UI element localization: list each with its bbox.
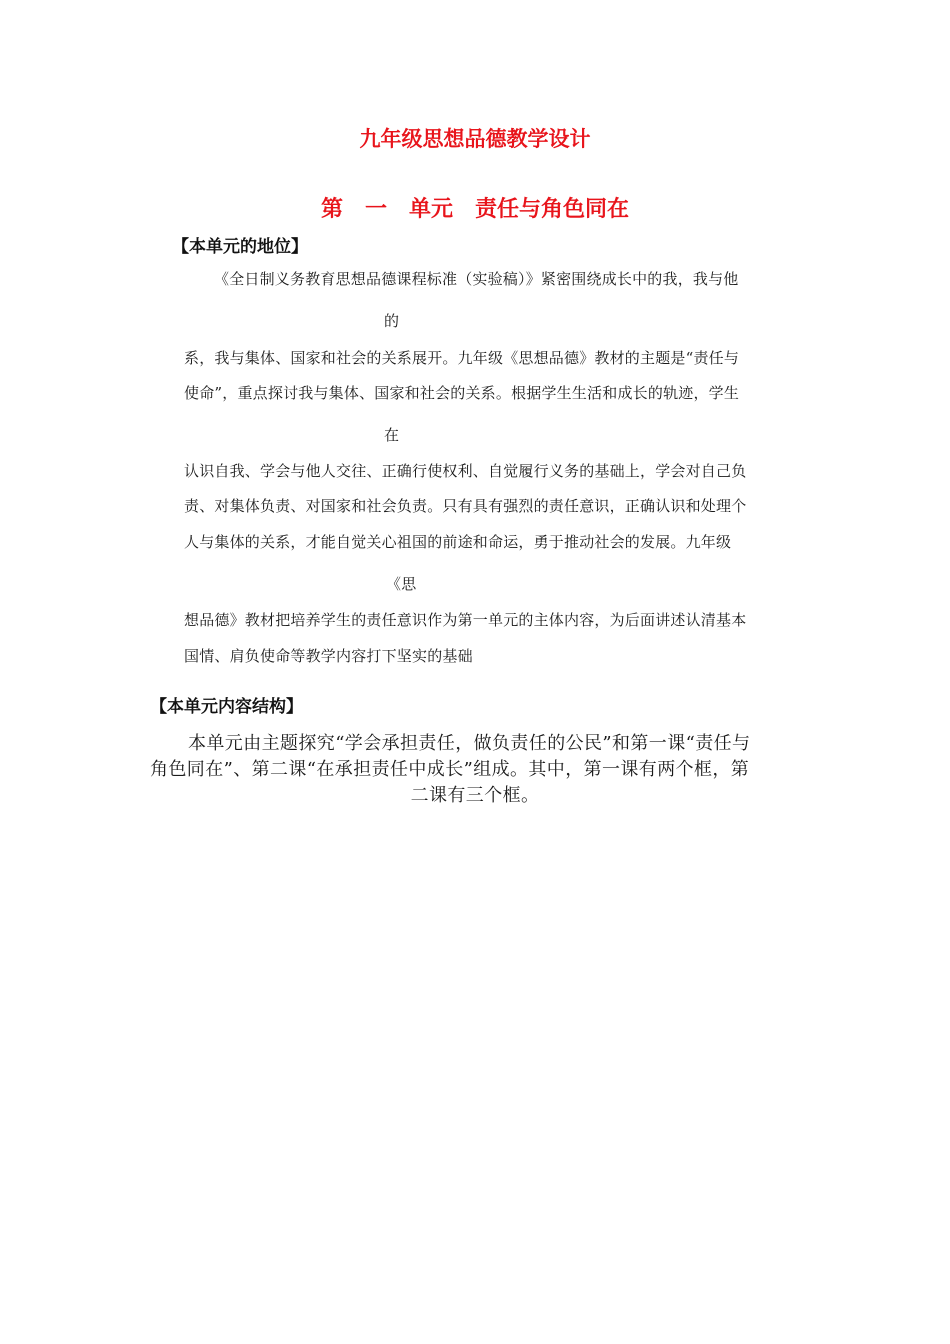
paragraph-line: 国情、肩负使命等教学内容打下坚实的基础: [184, 647, 473, 665]
main-title: 九年级思想品德教学设计: [359, 126, 591, 151]
unit-title: 第 一 单元 责任与角色同在: [320, 196, 629, 222]
paragraph-line: 人与集体的关系，才能自觉关心祖国的前途和命运，勇于推动社会的发展。九年级: [184, 533, 732, 551]
paragraph-line: 想品德》教材把培养学生的责任意识作为第一单元的主体内容，为后面讲述认清基本: [184, 611, 747, 629]
paragraph-line: 在: [384, 426, 400, 444]
paragraph-line: 认识自我、学会与他人交往、正确行使权利、自觉履行义务的基础上，学会对自己负: [184, 462, 747, 480]
paragraph-line: 二课有三个框。: [410, 785, 540, 806]
paragraph-line: 本单元由主题探究“学会承担责任，做负责任的公民”和第一课“责任与: [188, 733, 751, 754]
paragraph-line: 的: [384, 312, 400, 330]
section-heading-structure: 【本单元内容结构】: [150, 697, 303, 717]
paragraph-line: 角色同在”、第二课“在承担责任中成长”组成。其中，第一课有两个框，第: [150, 759, 750, 780]
paragraph-line: 《思: [386, 575, 417, 593]
paragraph-line: 使命”，重点探讨我与集体、国家和社会的关系。根据学生生活和成长的轨迹，学生: [184, 384, 740, 402]
section-heading-position: 【本单元的地位】: [172, 237, 308, 257]
paragraph-line: 系，我与集体、国家和社会的关系展开。九年级《思想品德》教材的主题是“责任与: [184, 349, 740, 367]
paragraph-line: 责、对集体负责、对国家和社会负责。只有具有强烈的责任意识，正确认识和处理个: [184, 497, 747, 515]
paragraph-line: 《全日制义务教育思想品德课程标准（实验稿）》紧密围绕成长中的我，我与他: [214, 270, 739, 288]
